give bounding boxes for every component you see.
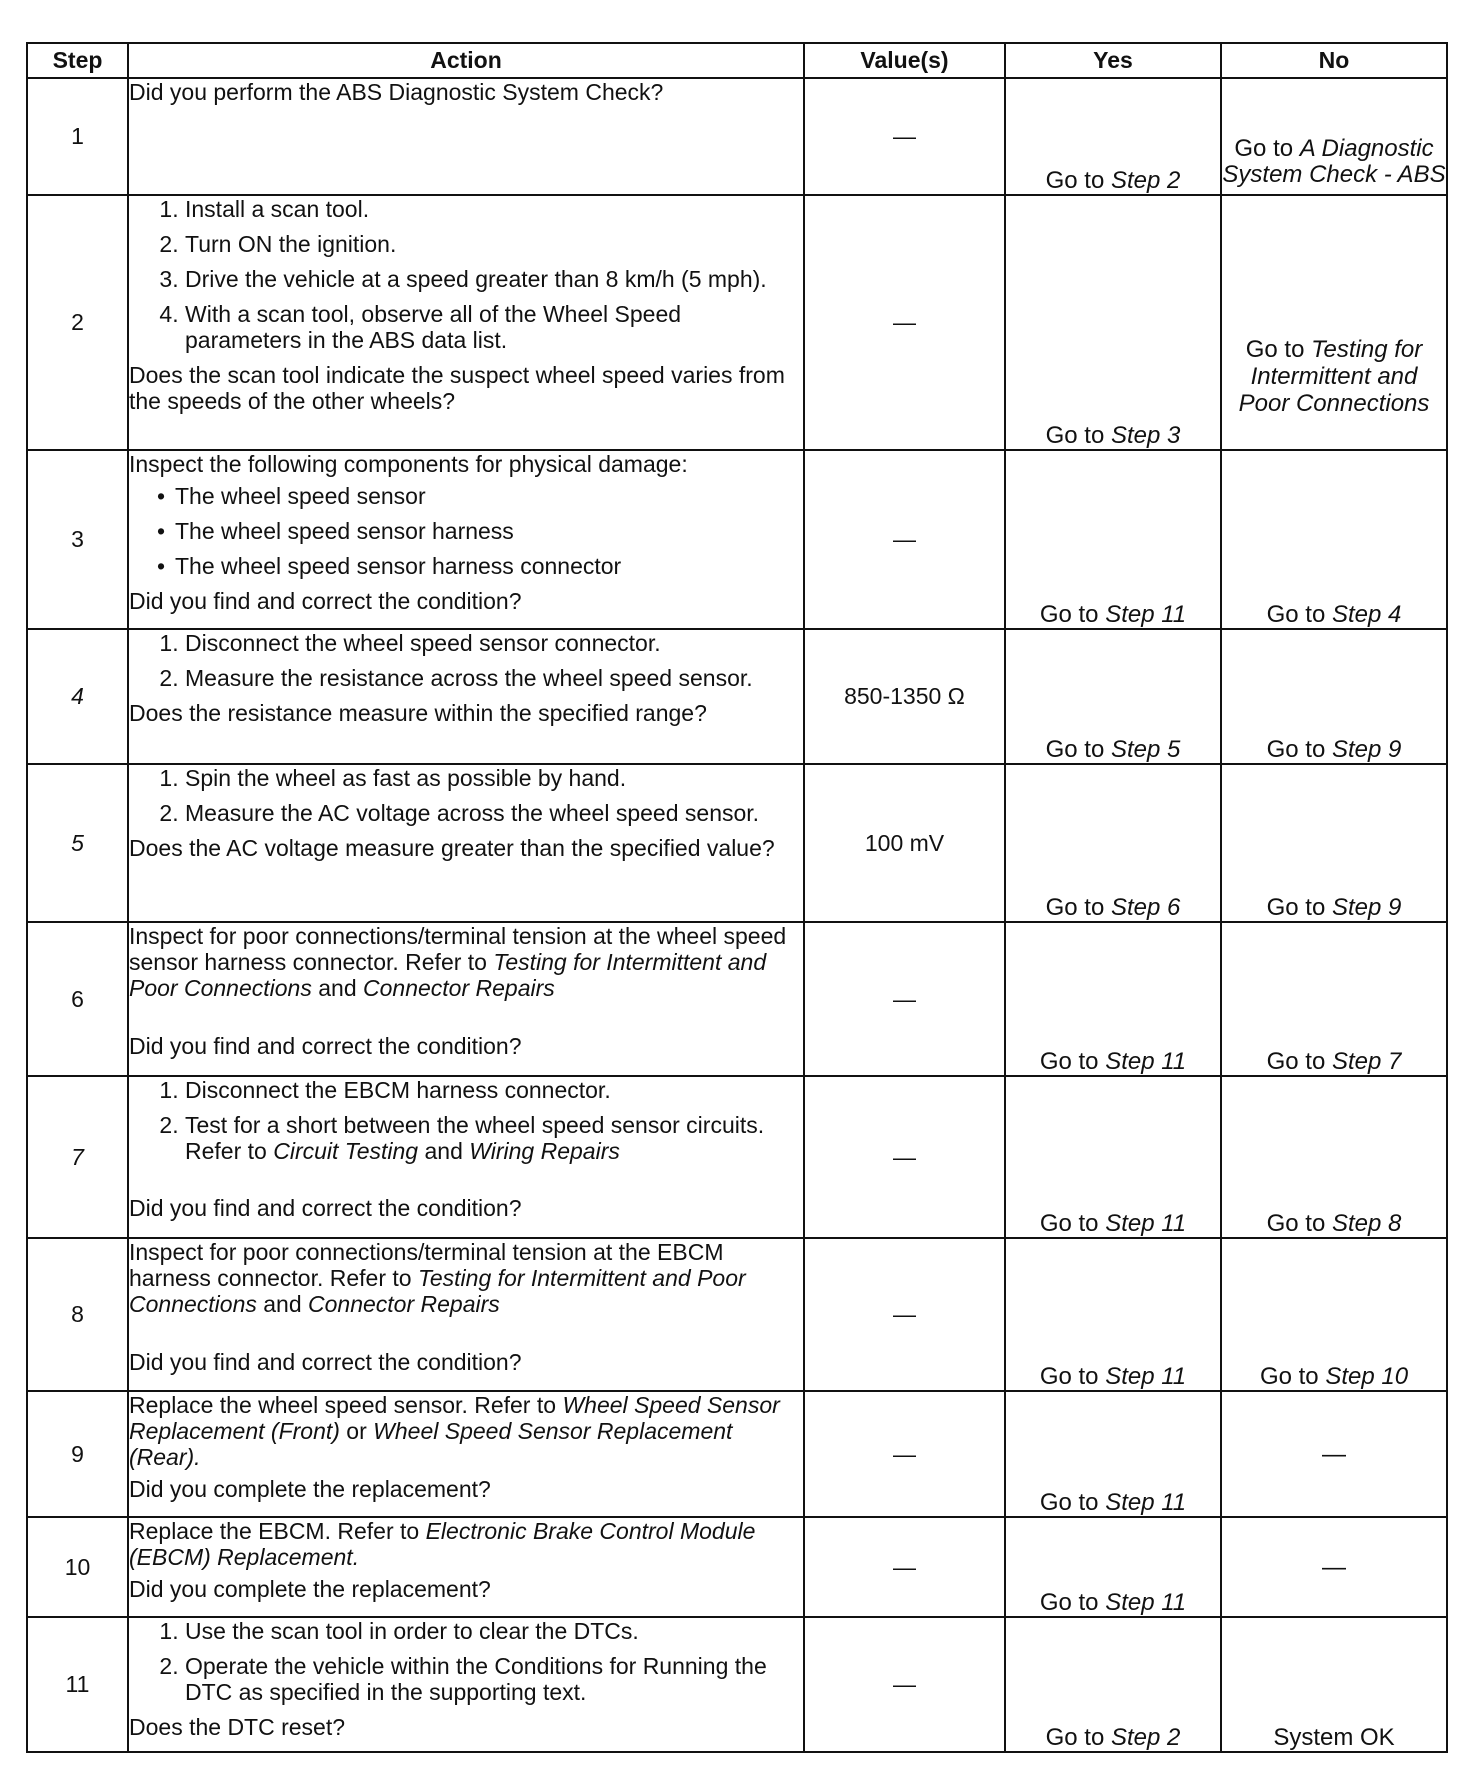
step-number: 7	[27, 1076, 128, 1238]
step-link[interactable]: Step 2	[1110, 167, 1181, 194]
step-number: 11	[27, 1617, 128, 1752]
table-row	[27, 764, 1447, 922]
header-no: No	[1221, 43, 1447, 78]
table-row	[27, 195, 1447, 450]
action-cell	[128, 629, 804, 764]
no-cell: Go to Testing for Intermittent and Poor Connections	[1221, 195, 1447, 450]
step-link[interactable]: Step 11	[1105, 1048, 1187, 1075]
header-yes: Yes	[1005, 43, 1221, 78]
question-text: Does the DTC reset?	[129, 1714, 346, 1740]
yes-cell: Go to Step 11	[1005, 1517, 1221, 1617]
step-link[interactable]: Step 8	[1331, 1210, 1402, 1237]
yes-cell: Go to Step 11	[1005, 450, 1221, 629]
step-link[interactable]: Step 10	[1325, 1363, 1409, 1390]
question-text: Does the AC voltage measure greater than the specified value?	[129, 835, 775, 861]
step-link[interactable]: Step 4	[1331, 601, 1402, 628]
step-number: 4	[27, 629, 128, 764]
action-cell	[128, 1517, 804, 1617]
no-cell: Go to Step 8	[1221, 1076, 1447, 1238]
no-cell: Go to Step 9	[1221, 629, 1447, 764]
reference-link[interactable]: Electronic Brake Control Module (EBCM) Replacement	[129, 1518, 756, 1570]
instruction-text: Inspect for poor connections/terminal tension at the EBCM harness connector. Refer to Testing for Intermittent and Poor Connections and Connector Repairs	[129, 1239, 746, 1317]
step-number: 9	[27, 1391, 128, 1517]
instruction-item: 1. Disconnect the EBCM harness connector.	[185, 1077, 803, 1103]
value-cell: —	[804, 78, 1005, 195]
table-row	[27, 1076, 1447, 1238]
step-number: 10	[27, 1517, 128, 1617]
action-cell	[128, 450, 804, 629]
header-action: Action	[128, 43, 804, 78]
instruction-item: 1. Spin the wheel as fast as possible by hand.	[185, 765, 803, 791]
procedure-link[interactable]: A Diagnostic System Check - ABS	[1222, 135, 1446, 188]
step-number: 1	[27, 78, 128, 195]
yes-cell: Go to Step 6	[1005, 764, 1221, 922]
reference-link[interactable]: Testing for Intermittent and Poor Connections	[129, 1265, 746, 1317]
step-link[interactable]: Step 11	[1105, 1589, 1187, 1616]
intro-text: Inspect the following components for physical damage:	[129, 451, 688, 477]
table-row	[27, 1617, 1447, 1752]
action-cell	[128, 764, 804, 922]
instruction-item: 2. Measure the resistance across the wheel speed sensor.	[185, 665, 803, 691]
yes-cell: Go to Step 11	[1005, 1076, 1221, 1238]
step-link[interactable]: Step 9	[1331, 736, 1402, 763]
question-text: Did you perform the ABS Diagnostic System Check?	[129, 79, 664, 105]
header-row	[27, 43, 1447, 78]
instruction-item: 4. With a scan tool, observe all of the Wheel Speed parameters in the ABS data list.	[185, 301, 803, 353]
action-cell	[128, 1617, 804, 1752]
component-item: • The wheel speed sensor harness connector	[175, 553, 803, 579]
question-text: Did you find and correct the condition?	[129, 1195, 522, 1221]
yes-cell: Go to Step 2	[1005, 78, 1221, 195]
action-cell	[128, 1076, 804, 1238]
yes-cell: Go to Step 11	[1005, 922, 1221, 1076]
header-step: Step	[27, 43, 128, 78]
reference-link[interactable]: Wiring Repairs	[469, 1138, 620, 1164]
table-row	[27, 922, 1447, 1076]
question-text: Does the resistance measure within the specified range?	[129, 700, 707, 726]
no-cell: Go to Step 4	[1221, 450, 1447, 629]
no-cell: Go to Step 9	[1221, 764, 1447, 922]
step-link[interactable]: Step 6	[1110, 894, 1181, 921]
instruction-item: 2. Turn ON the ignition.	[185, 231, 803, 257]
step-number: 6	[27, 922, 128, 1076]
instruction-text: Replace the wheel speed sensor. Refer to Wheel Speed Sensor Replacement (Front) or Wheel Speed Sensor Replacement (Rear).	[129, 1392, 780, 1470]
yes-cell: Go to Step 11	[1005, 1238, 1221, 1391]
action-cell	[128, 1238, 804, 1391]
procedure-link[interactable]: Testing for Intermittent and Poor Connections	[1238, 336, 1430, 417]
action-cell	[128, 1391, 804, 1517]
component-item: • The wheel speed sensor	[175, 483, 803, 509]
diagnostic-table	[26, 42, 1448, 1753]
step-link[interactable]: Step 3	[1110, 422, 1181, 449]
table-row	[27, 1238, 1447, 1391]
action-cell	[128, 922, 804, 1076]
step-number: 5	[27, 764, 128, 922]
value-cell: —	[804, 450, 1005, 629]
instruction-item: 2. Operate the vehicle within the Conditions for Running the DTC as specified in the supporting text.	[185, 1653, 803, 1705]
component-item: • The wheel speed sensor harness	[175, 518, 803, 544]
instruction-item: 3. Drive the vehicle at a speed greater than 8 km/h (5 mph).	[185, 266, 803, 292]
action-cell	[128, 195, 804, 450]
table-row	[27, 450, 1447, 629]
instruction-item: 2. Measure the AC voltage across the wheel speed sensor.	[185, 800, 803, 826]
question-text: Did you find and correct the condition?	[129, 1033, 522, 1059]
step-link[interactable]: Step 5	[1110, 736, 1181, 763]
reference-link[interactable]: Connector Repairs	[308, 1291, 500, 1317]
reference-link[interactable]: Circuit Testing	[273, 1138, 419, 1164]
value-cell: —	[804, 1391, 1005, 1517]
question-text: Did you complete the replacement?	[129, 1476, 491, 1502]
yes-cell: Go to Step 11	[1005, 1391, 1221, 1517]
question-text: Did you find and correct the condition?	[129, 1349, 522, 1375]
value-cell: 850-1350 Ω	[804, 629, 1005, 764]
no-cell: —	[1221, 1517, 1447, 1617]
table-row	[27, 78, 1447, 195]
value-cell: 100 mV	[804, 764, 1005, 922]
no-cell: Go to Step 7	[1221, 922, 1447, 1076]
instruction-item: 1. Disconnect the wheel speed sensor connector.	[185, 630, 803, 656]
yes-cell: Go to Step 3	[1005, 195, 1221, 450]
instruction-text: Replace the EBCM. Refer to Electronic Brake Control Module (EBCM) Replacement.	[129, 1518, 756, 1570]
question-text: Did you complete the replacement?	[129, 1576, 491, 1602]
yes-cell: Go to Step 2	[1005, 1617, 1221, 1752]
step-link[interactable]: Step 2	[1110, 1724, 1181, 1751]
value-cell: —	[804, 1617, 1005, 1752]
instruction-item: 1. Install a scan tool.	[185, 196, 803, 222]
instruction-item: 1. Use the scan tool in order to clear the DTCs.	[185, 1618, 803, 1644]
reference-link[interactable]: Wheel Speed Sensor Replacement (Rear)	[129, 1418, 733, 1470]
step-link[interactable]: Step 11	[1105, 1363, 1187, 1390]
step-link[interactable]: Step 11	[1105, 601, 1187, 628]
no-cell: Go to A Diagnostic System Check - ABS	[1221, 78, 1447, 195]
value-cell: —	[804, 195, 1005, 450]
yes-cell: Go to Step 5	[1005, 629, 1221, 764]
table-row	[27, 1391, 1447, 1517]
reference-link[interactable]: Testing for Intermittent and Poor Connections	[129, 949, 767, 1001]
instruction-list	[129, 1077, 803, 1164]
reference-link[interactable]: Wheel Speed Sensor Replacement (Front)	[129, 1392, 780, 1444]
header-values: Value(s)	[804, 43, 1005, 78]
instruction-list	[129, 765, 803, 826]
step-number: 2	[27, 195, 128, 450]
value-cell: —	[804, 1517, 1005, 1617]
reference-link[interactable]: Connector Repairs	[363, 975, 555, 1001]
instruction-text: Inspect for poor connections/terminal tension at the wheel speed sensor harness connector. Refer to Testing for Intermittent and Poor Connections and Connector Repairs	[129, 923, 787, 1001]
no-cell: Go to Step 10	[1221, 1238, 1447, 1391]
step-link[interactable]: Step 7	[1331, 1048, 1402, 1075]
step-link[interactable]: Step 9	[1331, 894, 1402, 921]
table-row	[27, 1517, 1447, 1617]
instruction-list	[129, 196, 803, 353]
instruction-item: 2. Test for a short between the wheel speed sensor circuits. Refer to Circuit Testing and Wiring Repairs	[185, 1112, 803, 1164]
instruction-list	[129, 630, 803, 691]
question-text: Did you find and correct the condition?	[129, 588, 522, 614]
step-number: 8	[27, 1238, 128, 1391]
value-cell: —	[804, 1076, 1005, 1238]
question-text: Does the scan tool indicate the suspect wheel speed varies from the speeds of the other wheels?	[129, 362, 785, 414]
table-row	[27, 629, 1447, 764]
component-list	[129, 483, 803, 579]
action-cell	[128, 78, 804, 195]
value-cell: —	[804, 922, 1005, 1076]
value-cell: —	[804, 1238, 1005, 1391]
step-number: 3	[27, 450, 128, 629]
instruction-list	[129, 1618, 803, 1705]
step-link[interactable]: Step 11	[1105, 1489, 1187, 1516]
step-link[interactable]: Step 11	[1105, 1210, 1187, 1237]
no-cell: —	[1221, 1391, 1447, 1517]
no-cell: System OK	[1221, 1617, 1447, 1752]
